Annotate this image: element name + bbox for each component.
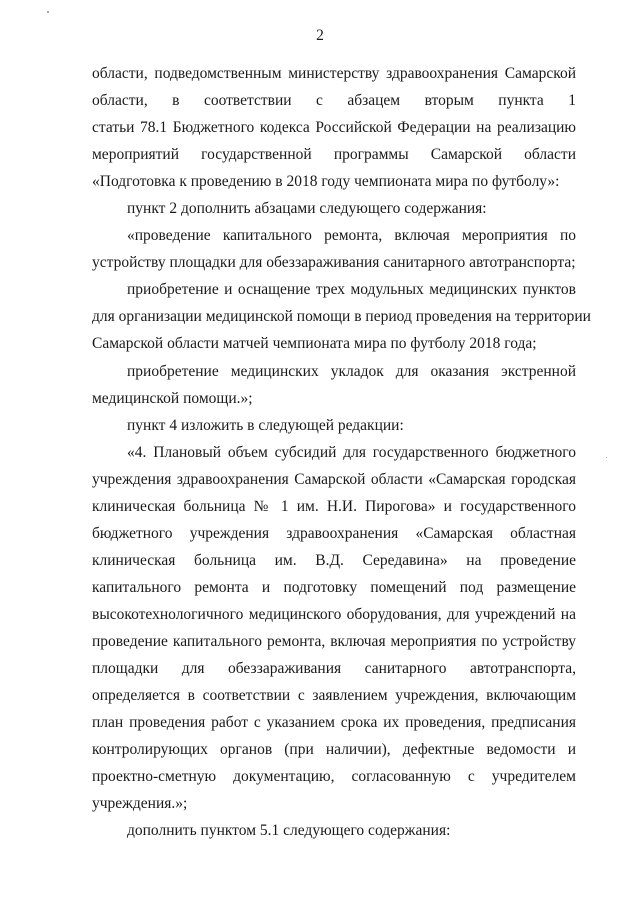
text-line: учреждения.»; xyxy=(92,795,188,813)
text-line: план проведения работ с указанием срока их проведения, предписания xyxy=(92,714,576,732)
document-body xyxy=(92,60,591,844)
text-line: «4. Плановый объем субсидий для государственного бюджетного xyxy=(127,443,576,461)
text-line: медицинской помощи.»; xyxy=(92,389,253,407)
text-line: клиническая больница № 1 им. Н.И. Пирогова» и государственного xyxy=(92,497,576,515)
text-line: области, подведомственным министерству здравоохранения Самарской xyxy=(92,65,576,82)
text-line: статьи 78.1 Бюджетного кодекса Российской Федерации на реализацию xyxy=(92,119,576,137)
text-line: «Подготовка к проведению в 2018 году чемпионата мира по футболу»: xyxy=(92,173,560,191)
text-line: области, в соответствии с абзацем вторым пункта 1 xyxy=(92,92,576,110)
text-line: определяется в соответствии с заявлением учреждения, включающим xyxy=(92,687,576,705)
text-line: высокотехнологичного медицинского оборудования, для учреждений на xyxy=(92,605,576,623)
text-line: устройству площадки для обеззараживания санитарного автотранспорта; xyxy=(92,254,576,272)
text-line: Самарской области матчей чемпионата мира по футболу 2018 года; xyxy=(92,335,537,353)
text-line: «проведение капитального ремонта, включая мероприятия по xyxy=(127,227,576,245)
text-line: площадки для обеззараживания санитарного автотранспорта, xyxy=(92,660,576,678)
text-line: капитального ремонта и подготовку помещений под размещение xyxy=(92,578,576,596)
text-line: проведение капитального ремонта, включая мероприятия по устройству xyxy=(92,632,576,650)
text-line: пункт 2 дополнить абзацами следующего содержания: xyxy=(127,200,487,218)
text-line: учреждения здравоохранения Самарской области «Самарская городская xyxy=(92,470,576,488)
text-line: бюджетного учреждения здравоохранения «Самарская областная xyxy=(92,524,576,542)
text-line: пункт 4 изложить в следующей редакции: xyxy=(127,416,404,434)
text-line: контролирующих органов (при наличии), дефектные ведомости и xyxy=(92,741,576,759)
text-line: мероприятий государственной программы Самарской области xyxy=(92,146,576,164)
text-line: проектно-сметную документацию, согласованную с учредителем xyxy=(92,768,576,786)
text-line: приобретение медицинских укладок для оказания экстренной xyxy=(127,362,576,380)
scan-speck xyxy=(47,11,49,13)
text-line: для организации медицинской помощи в период проведения на территории xyxy=(92,308,591,326)
page-number: 2 xyxy=(316,27,324,44)
text-line: клиническая больница им. В.Д. Середавина» на проведение xyxy=(92,551,576,569)
text-line: приобретение и оснащение трех модульных медицинских пунктов xyxy=(127,281,576,299)
text-line: дополнить пунктом 5.1 следующего содержания: xyxy=(127,822,451,840)
scan-speck xyxy=(606,457,607,458)
